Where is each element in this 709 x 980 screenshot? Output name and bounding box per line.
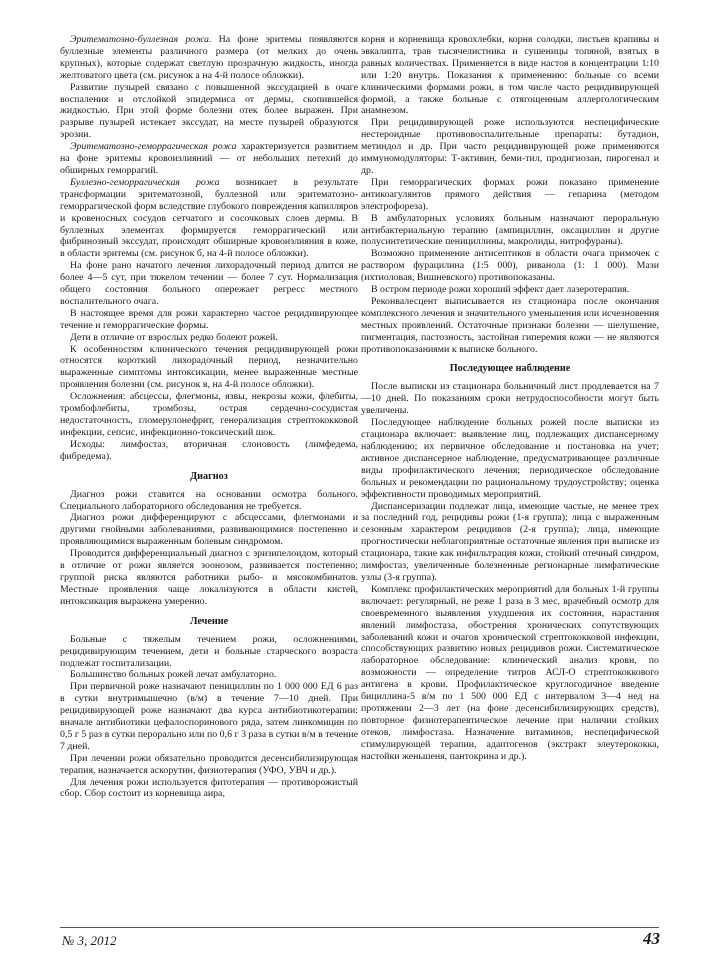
term-hemorrhagic: Эритематозно-геморрагическая рожа	[70, 141, 237, 153]
paragraph-bullous-hemorrhagic-form: Буллезно-геморрагическая рожа возникает в результате трансформации эритематозной, буллезной или эритематозно-геморрагической форм вследствие глубокого повреждения капилляров и кровеносных сосудов сетчатого и сосочковых слоев дермы. В буллезных элементах формируется геморрагический или фибринозный экссудат, происходят обширные кровоизлияния в коже, в области эритемы (см. рисунок б, на 4-й полосе обложки).	[60, 176, 358, 260]
paragraph: Развитие пузырей связано с повышенной экссудацией в очаге воспаления и отслойкой эпидермиса от дермы, скопившейся жидкостью. При этой форме болезни отек более выражен. При разрыве пузырей истекает экссудат, на месте пузырей образуются эрозии.	[60, 81, 358, 141]
paragraph-complications: Осложнения: абсцессы, флегмоны, язвы, некрозы кожи, флебиты, тромбофлебиты, тромбозы, острая сердечно-сосудистая недостаточность, гломерулонефрит, генерализация стрептококковой инфекции, сепсис, инфекционно-токсический шок.	[60, 391, 358, 438]
paragraph: К особенностям клинического течения рецидивирующей рожи относятся короткий лихорадочный период, незначительно выраженные симптомы интоксикации, менее выраженные местные проявления болезни (см. рисунок в, на 4-й полосе обложки).	[60, 343, 358, 391]
paragraph-hemorrhagic-form: Эритематозно-геморрагическая рожа характеризуется развитием на фоне эритемы кровоизлияний — от небольших петехий до обширных геморрагий.	[60, 141, 359, 176]
paragraph: При геморрагических формах рожи показано применение антикоагулянтов прямого действия — гепарина (методом электрофореза).	[361, 176, 659, 212]
paragraph: Возможно применение антисептиков в области очага примочек с раствором фурацилина (1:5 000), риванола (1: 1 000). Мази (ихтиоловая, Вишневского) противопоказаны.	[361, 248, 659, 284]
paragraph: При рецидивирующей роже используются неспецифические нестероидные противовоспалительные препараты: бутадион, метиндол и др. При часто рецидивирующей роже применяются иммуномодуляторы: Т-активин, беми-тил, продигиозан, пирогенал и др.	[361, 117, 659, 176]
issue-number: № 3, 2012	[62, 933, 117, 948]
paragraph: Диагноз рожи ставится на основании осмотра больного. Специального лабораторного обследования не требуется.	[60, 488, 358, 512]
paragraph: При лечении рожи обязательно проводится десенсибилизирующая терапия, назначается аскорутин, физиотерапия (УФО, УВЧ и др.).	[60, 752, 358, 776]
paragraph: При первичной роже назначают пенициллин по 1 000 000 ЕД 6 раз в сутки внутримышечно (в/м) в течение 7—10 дней. При рецидивирующей роже назначают два курса антибиотикотерапии: вначале антибиотики цефалоспоринового ряда, затем линкомицин по 0,5 г 5 раз в сутки перорально или по 0,6 г 3 раза в сутки в/м в течение 7 дней.	[60, 681, 358, 752]
paragraph-bullous-form: Эритематозно-буллезная рожа. На фоне эритемы появляются буллезные элементы различного размера (от мелких до очень крупных), которые содержат светлую прозрачную жидкость, иногда желтоватого цвета (см. рисунок а на 4-й полосе обложки).	[60, 34, 359, 81]
paragraph: Диспансеризации подлежат лица, имеющие частые, не менее трех за последний год, рецидивы рожи (1-я группа); лица с выраженным сезонным характером рецидивов (2-я группа); лица, имеющие прогностически неблагоприятные остаточные явления при выписке из стационара, такие как инфильтрация кожи, стойкий отечный синдром, лимфостаз, увеличенные болезненные регионарные лимфатические узлы (3-я группа).	[361, 500, 659, 583]
page-number: 43	[643, 929, 660, 948]
paragraph: Диагноз рожи дифференцируют с абсцессами, флегмонами и другими гнойными заболеваниями, развивающимися постепенно и проявляющимися выраженным болевым синдромом.	[60, 512, 358, 548]
term-bullous: Эритематозно-буллезная рожа.	[70, 34, 212, 45]
footer-divider	[60, 927, 659, 928]
paragraph: Реконвалесцент выписывается из стационара после окончания комплексного лечения и значительного уменьшения или исчезновения местных проявлений. Остаточные признаки болезни — шелушение, пигментация, пастозность, застойная гиперемия кожи — не являются противопоказаниями к выписке больного.	[361, 295, 659, 355]
paragraph: В амбулаторных условиях больным назначают пероральную антибактериальную терапию (ампициллин, оксациллин и другие полусинтетические пенициллины, макролиды, нитрофураны).	[361, 212, 659, 248]
paragraph: На фоне рано начатого лечения лихорадочный период длится не более 4—5 сут, при тяжелом течении — более 7 сут. Нормализация общего состояния больного опережает регресс местного воспалительного очага.	[60, 260, 358, 307]
paragraph: Для лечения рожи используется фитотерапия — противорожистый сбор. Сбор состоит из корневища аира,	[60, 776, 358, 800]
paragraph: Проводится дифференциальный диагноз с эризипелоидом, который в отличие от рожи является зоонозом, развивается постепенно; группой риска являются работники рыбо- и мясокомбинатов. Местные проявления чаще локализуются в области кистей, интоксикация выражена умеренно.	[60, 548, 358, 607]
paragraph: Последующее наблюдение больных рожей после выписки из стационара включает: выявление лиц, подлежащих диспансерному наблюдению; их первичное обследование и постановка на учет; активное диспансерное наблюдение, предусматривающее различные виды профилактического лечения; периодическое обследование больных и рекомендации по рациональному трудоустройству; оценка эффективности проводимых мероприятий.	[361, 417, 659, 500]
section-heading-follow-up: Последующее наблюдение	[449, 363, 571, 375]
paragraph-continued: корня и корневища кровохлебки, корня солодки, листьев крапивы и эвкалипта, трав тысячелистника и сушеницы топяной, взятых в равных количествах. Применяется в виде настоя в концентрации 1:10 или 1:20 внутрь. Показания к применению: больные со всеми клиническими формами рожи, в том числе часто рецидивирующей формой, а также больные с отягощенным аллергологическим анамнезом.	[361, 34, 659, 117]
section-heading-diagnosis: Диагноз	[190, 470, 228, 482]
paragraph: Большинство больных рожей лечат амбулаторно.	[70, 669, 277, 681]
term-bullous-hemorrhagic: Буллезно-геморрагическая рожа	[70, 176, 220, 188]
paragraph: Комплекс профилактических мероприятий для больных 1-й группы включает: регулярный, не реже 1 раза в 3 мес, врачебный осмотр для своевременного выявления ухудшения их состояния, нарастания явлений лимфостаза, обострения хронических сопутствующих заболеваний кожи и очагов хронической стрептококковой инфекции, способствующих развитию новых рецидивов рожи. Систематическое лабораторное обследование: клинический анализ крови, по возможности — определение титров АСЛ-О стрептококкового антигена в крови. Профилактическое круглогодичное введение бициллина-5 в/м по 1 500 000 ЕД с интервалом 3—4 нед на протяжении 2—3 лет (на фоне десенсибилизирующих средств), повторное физиотерапевтическое лечение при наличии стойких отеков, лимфостаза. Назначение витаминов, неспецифической стимулирующей терапии, адаптогенов (экстракт элеутерококка, настойки женьшеня, пантокрина и др.).	[361, 583, 659, 762]
paragraph: Больные с тяжелым течением рожи, осложнениями, рецидивирующим течением, дети и больные старческого возраста подлежат госпитализации.	[60, 633, 358, 669]
paragraph: В остром периоде рожи хороший эффект дает лазеротерапия.	[371, 284, 630, 296]
right-column	[361, 34, 659, 762]
paragraph: Дети в отличие от взрослых редко болеют рожей.	[70, 331, 278, 343]
paragraph-outcomes: Исходы: лимфостаз, вторичная слоновость (лимфедема, фибредема).	[60, 438, 358, 462]
paragraph: После выписки из стационара больничный лист продлевается на 7—10 дней. По показаниям сроки нетрудоспособности могут быть увеличены.	[361, 381, 659, 417]
left-column	[60, 34, 358, 800]
paragraph: В настоящее время для рожи характерно частое рецидивирующее течение и геморрагические формы.	[60, 307, 358, 331]
section-heading-treatment: Лечение	[189, 615, 229, 627]
